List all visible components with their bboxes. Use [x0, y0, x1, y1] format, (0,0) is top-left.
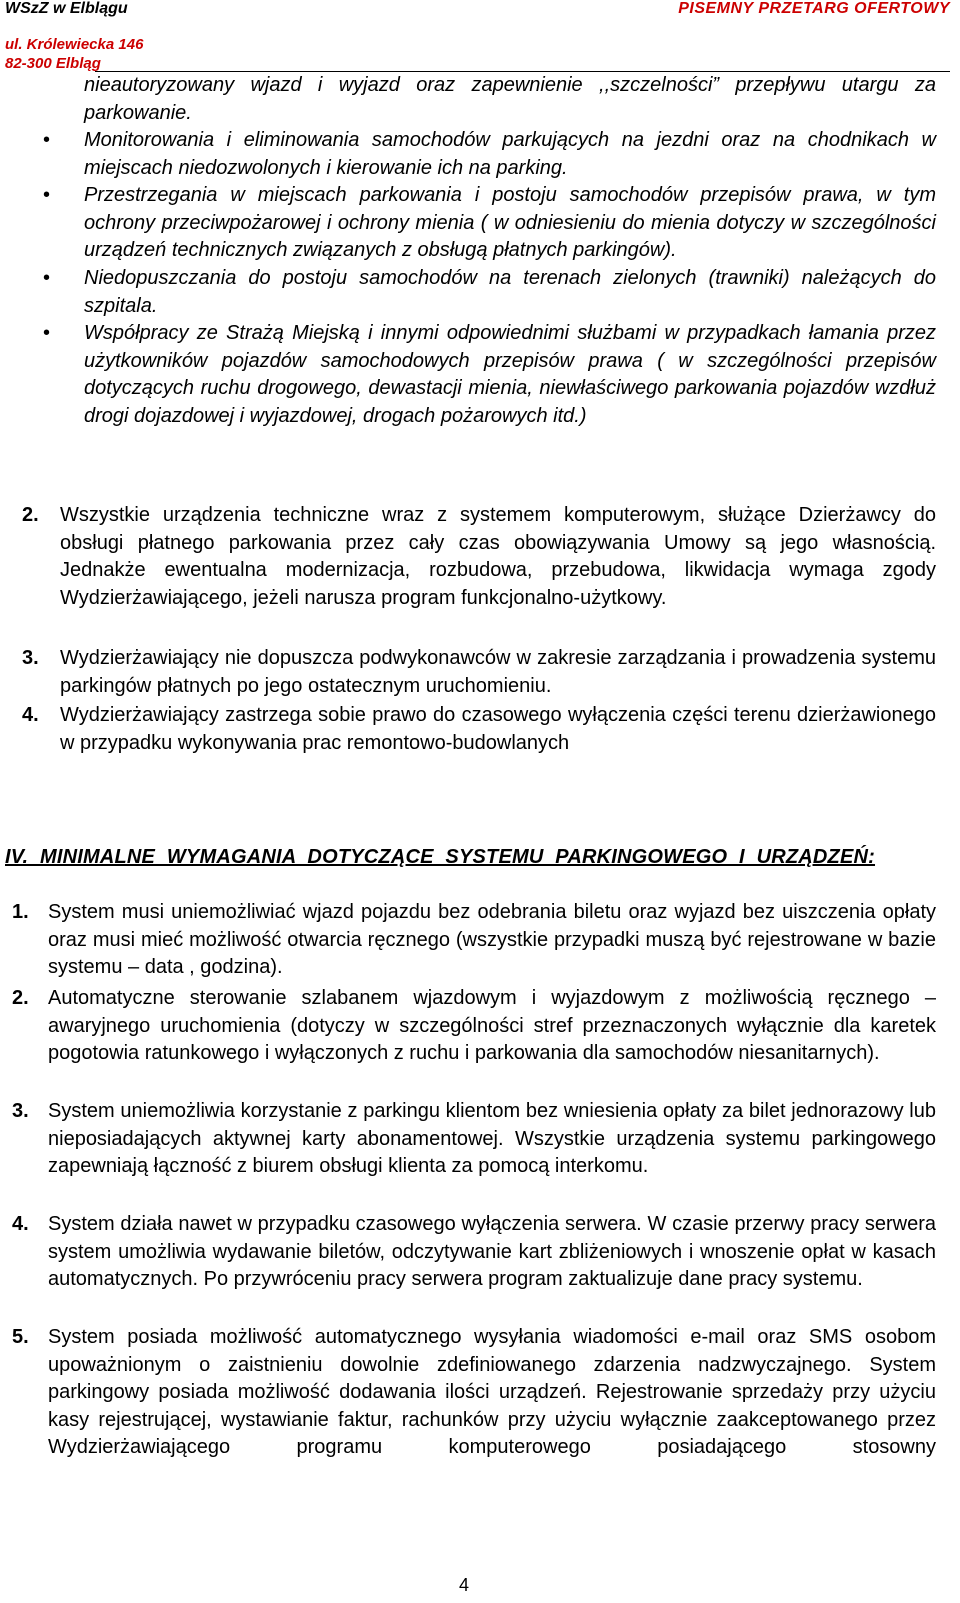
- bullet-item: [43, 182, 936, 265]
- requirement-text: System musi uniemożliwiać wjazd pojazdu bez odebrania biletu oraz wyjazd bez uiszczenia opłaty oraz musi mieć możliwość otwarcia ręcznego (wszystkie przypadki muszą być rejestrowane w bazie systemu – data , godzina).: [48, 901, 936, 979]
- bullet-marker: •: [43, 184, 51, 207]
- bullet-list: [43, 127, 936, 431]
- page-header: [5, 0, 950, 70]
- requirement-number: 2.: [12, 987, 29, 1009]
- point-text: Wszystkie urządzenia techniczne wraz z systemem komputerowym, służące Dzierżawcy do obsługi płatnego parkowania przez cały czas obowiązywania Umowy są jego własnością. Jednakże ewentualna modernizacja, rozbudowa, przebudowa, likwidacja wymaga zgody Wydzierżawiającego, jeżeli narusza program funkcjonalno-użytkowy.: [60, 504, 936, 609]
- bullet-marker: •: [43, 322, 51, 345]
- bullet-text: Przestrzegania w miejscach parkowania i postoju samochodów przepisów prawa, w tym ochrony przeciwpożarowej i ochrony mienia ( w odniesieniu do mienia dotyczy w szczególności urządzeń technicznych związanych z obsługą płatnych parkingów).: [84, 184, 936, 262]
- requirement-number: 5.: [12, 1326, 29, 1348]
- header-institution: WSzZ w Elblągu: [5, 0, 128, 17]
- bullet-item: [43, 320, 936, 430]
- bullet-marker: •: [43, 266, 51, 289]
- section-heading: IV. MINIMALNE WYMAGANIA DOTYCZĄCE SYSTEMU PARKINGOWEGO I URZĄDZEŃ:: [5, 846, 876, 868]
- bullet-marker: •: [43, 129, 51, 151]
- point-number: 3.: [22, 647, 39, 669]
- point-text: Wydzierżawiający zastrzega sobie prawo do czasowego wyłączenia części terenu dzierżawionego w przypadku wykonywania prac remontowo-budowlanych: [60, 704, 936, 754]
- bullet-item: [43, 127, 936, 182]
- requirement-text: System uniemożliwia korzystanie z parkingu klientom bez wniesienia opłaty za bilet jednorazowy lub nieposiadających aktywnej karty abonamentowej. Wszystkie urządzenia systemu parkingowego zapewniają łączność z biurem obsługi klienta za pomocą interkomu.: [48, 1100, 936, 1178]
- requirement-text: System posiada możliwość automatycznego wysyłania wiadomości e-mail oraz SMS osobom upoważnionym o zaistnieniu dowolnie zdefiniowanego zdarzenia nadzwyczajnego. System parkingowy posiada możliwość dodawania ilości urządzeń. Rejestrowanie sprzedaży przy użyciu kasy rejestrującej, wystawianie faktur, rachunków przy użyciu wyłącznie zaakceptowanego przez Wydzierżawiającego programu komputerowego posiadającego stosowny: [48, 1326, 936, 1459]
- header-document-type: PISEMNY PRZETARG OFERTOWY: [678, 0, 950, 17]
- header-address-street: ul. Królewiecka 146: [5, 36, 144, 53]
- point-text: Wydzierżawiający nie dopuszcza podwykonawców w zakresie zarządzania i prowadzenia systemu parkingów płatnych po jego ostatecznym uruchomieniu.: [60, 647, 936, 697]
- requirement-text: System działa nawet w przypadku czasowego wyłączenia serwera. W czasie przerwy pracy serwera system umożliwia wydawanie biletów, odczytywanie kart zbliżeniowych i wnoszenie opłat w kasach automatycznych. Po przywróceniu pracy serwera program zaktualizuje dane pracy systemu.: [48, 1213, 936, 1291]
- point-number: 4.: [22, 704, 39, 726]
- point-number: 2.: [22, 504, 39, 526]
- continuation-paragraph: nieautoryzowany wjazd i wyjazd oraz zapewnienie ,,szczelności” przepływu utargu za parkowanie.: [84, 74, 936, 124]
- requirement-number: 4.: [12, 1213, 29, 1235]
- bullet-item: [43, 265, 936, 320]
- bullet-text: Niedopuszczania do postoju samochodów na terenach zielonych (trawniki) należących do szpitala.: [84, 266, 936, 317]
- bullet-text: Monitorowania i eliminowania samochodów parkujących na jezdni oraz na chodnikach w miejscach niedozwolonych i kierowanie ich na parking.: [84, 129, 936, 179]
- page-number: 4: [459, 1575, 470, 1595]
- requirement-text: Automatyczne sterowanie szlabanem wjazdowym i wyjazdowym z możliwością ręcznego – awaryjnego uruchomienia (dotyczy w szczególności stref przeznaczonych wyłącznie dla karetek pogotowia ratunkowego i wyłączonych z ruchu i parkowania dla samochodów niesanitarnych).: [48, 987, 936, 1065]
- bullet-text: Współpracy ze Strażą Miejską i innymi odpowiednimi służbami w przypadkach łamania przez użytkowników pojazdów samochodowych przepisów prawa ( w szczególności przepisów dotyczących ruchu drogowego, dewastacji mienia, niewłaściwego parkowania pojazdów wzdłuż drogi dojazdowej i wyjazdowej, drogach pożarowych itd.): [84, 322, 936, 427]
- requirement-number: 1.: [12, 901, 29, 923]
- requirement-number: 3.: [12, 1100, 29, 1122]
- header-address-city: 82-300 Elbląg: [5, 55, 101, 72]
